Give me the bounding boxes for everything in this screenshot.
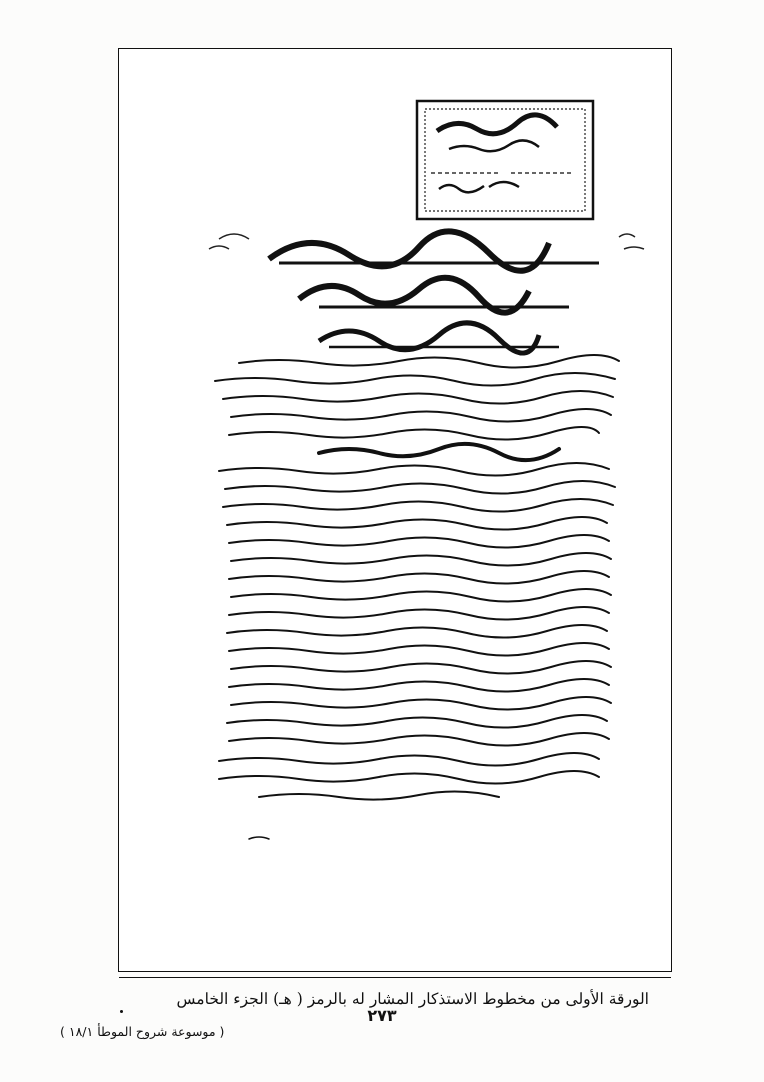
page-number: ٢٧٣	[367, 1006, 397, 1025]
handwritten-text-body	[215, 355, 619, 839]
chapter-title	[319, 323, 559, 353]
basmala-line	[209, 231, 644, 270]
figure-caption: الورقة الأولى من مخطوط الاستذكار المشار له بالرمز ( هـ) الجزء الخامس	[176, 990, 649, 1008]
manuscript-frame	[118, 48, 672, 1008]
library-stamp	[417, 101, 593, 219]
manuscript-image	[119, 49, 673, 909]
book-title	[299, 278, 569, 313]
caption-divider	[119, 977, 671, 978]
source-footnote: ( موسوعة شروح الموطأ ١٨/١ )	[60, 1024, 225, 1039]
